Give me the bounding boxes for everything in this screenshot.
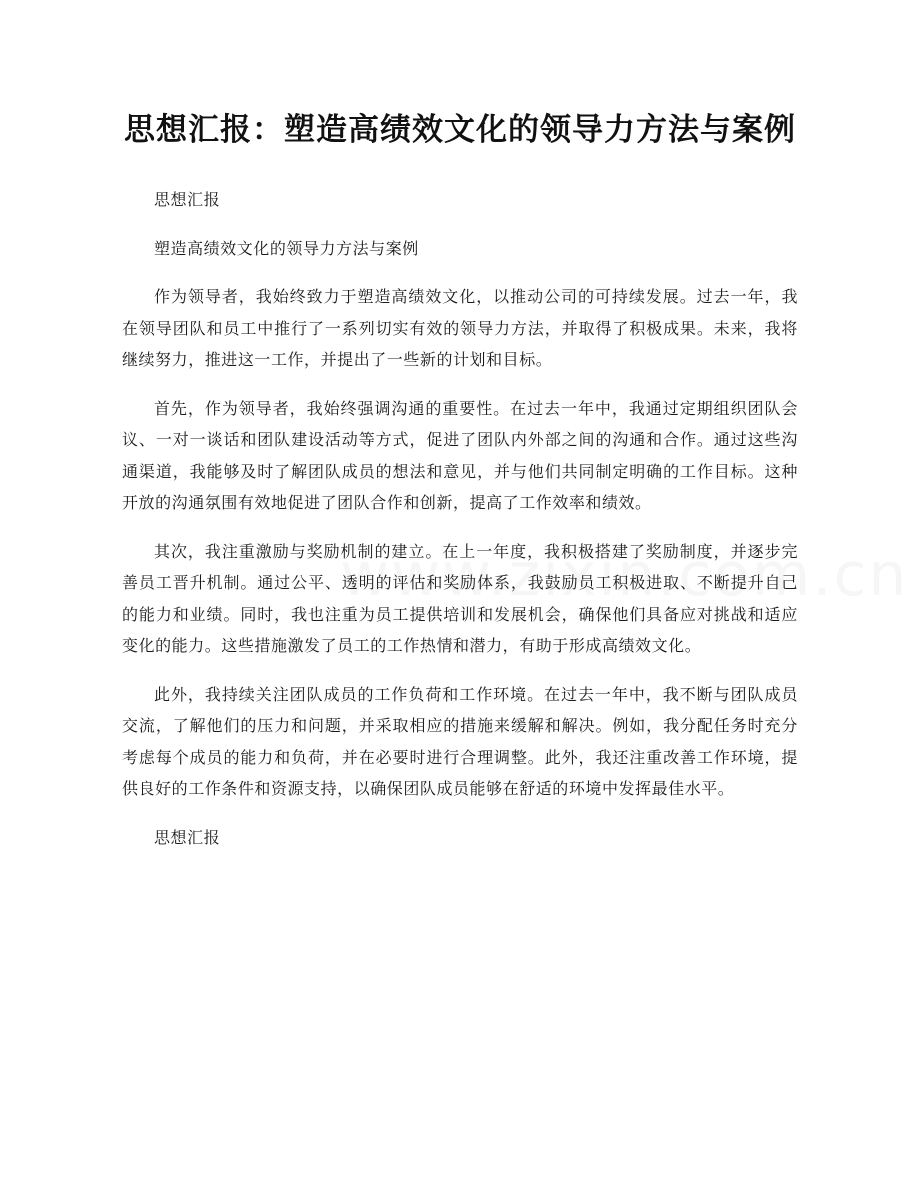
document-title: 思想汇报：塑造高绩效文化的领导力方法与案例 [124,112,796,148]
paragraph-incentives: 其次，我注重激励与奖励机制的建立。在上一年度，我积极搭建了奖励制度，并逐步完善员工晋升机制。通过公平、透明的评估和奖励体系，我鼓励员工积极进取、不断提升自己的能力和业绩。同时，我也注重为员工提供培训和发展机会，确保他们具备应对挑战和适应变化的能力。这些措施激发了员工的工作热情和潜力，有助于形成高绩效文化。 [122,541,798,655]
paragraph-intro: 作为领导者，我始终致力于塑造高绩效文化，以推动公司的可持续发展。过去一年，我在领导团队和员工中推行了一系列切实有效的领导力方法，并取得了积极成果。未来，我将继续努力，推进这一工作，并提出了一些新的计划和目标。 [122,287,798,369]
document-body [122,184,798,853]
paragraph-footer-heading: 思想汇报 [154,827,221,847]
paragraph-heading: 思想汇报 [154,190,221,209]
paragraph-subtitle: 塑造高绩效文化的领导力方法与案例 [154,238,419,258]
paragraph-workload: 此外，我持续关注团队成员的工作负荷和工作环境。在过去一年中，我不断与团队成员交流，了解他们的压力和问题，并采取相应的措施来缓解和解决。例如，我分配任务时充分考虑每个成员的能力和负荷，并在必要时进行合理调整。此外，我还注重改善工作环境，提供良好的工作条件和资源支持，以确保团队成员能够在舒适的环境中发挥最佳水平。 [122,684,798,798]
paragraph-communication: 首先，作为领导者，我始终强调沟通的重要性。在过去一年中，我通过定期组织团队会议、一对一谈话和团队建设活动等方式，促进了团队内外部之间的沟通和合作。通过这些沟通渠道，我能够及时了解团队成员的想法和意见，并与他们共同制定明确的工作目标。这种开放的沟通氛围有效地促进了团队合作和创新，提高了工作效率和绩效。 [122,398,798,512]
